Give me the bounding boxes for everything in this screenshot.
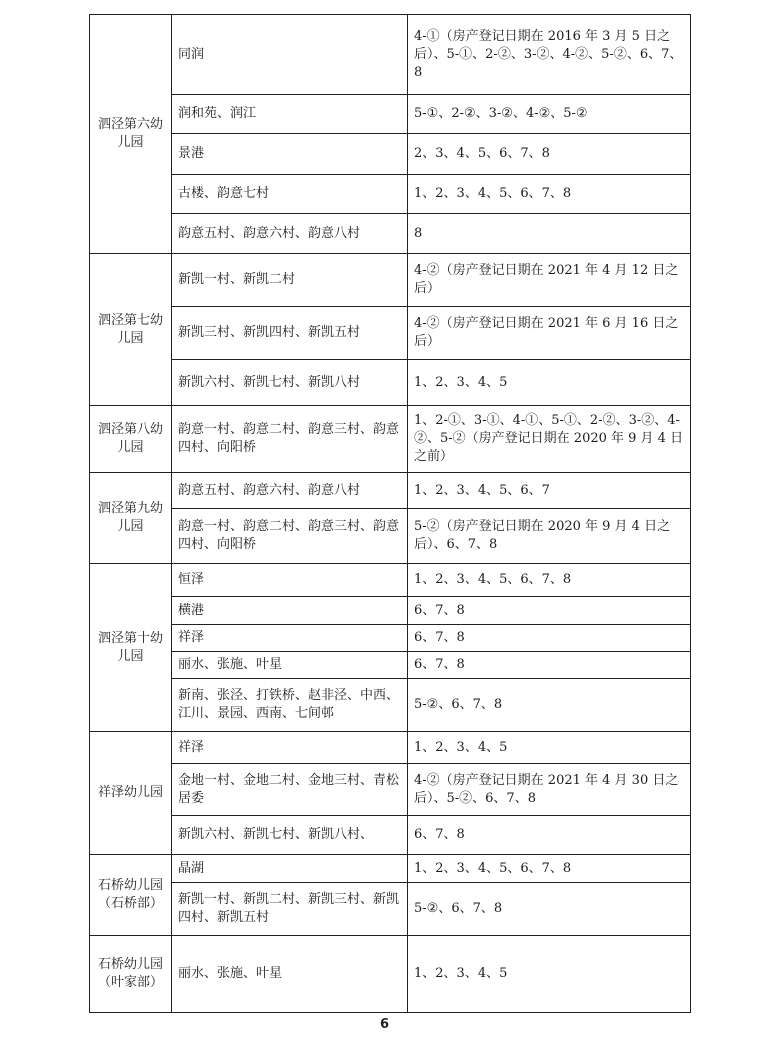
school-codes-cell: 1、2、3、4、5、6、7 — [408, 473, 691, 509]
school-codes-cell: 1、2、3、4、5、6、7、8 — [408, 564, 691, 597]
school-codes-cell: 8 — [408, 214, 691, 254]
table-row — [90, 175, 691, 214]
community-cell: 新凯一村、新凯二村、新凯三村、新凯四村、新凯五村 — [172, 883, 408, 936]
school-codes-cell: 5-②、6、7、8 — [408, 883, 691, 936]
enrollment-zone-table — [89, 14, 691, 1013]
school-codes-cell: 4-①（房产登记日期在 2016 年 3 月 5 日之后）、5-①、2-②、3-②、4-②、5-②、6、7、8 — [408, 15, 691, 95]
table-row — [90, 95, 691, 134]
school-codes-cell: 6、7、8 — [408, 597, 691, 625]
community-cell: 恒泽 — [172, 564, 408, 597]
community-cell: 景港 — [172, 134, 408, 175]
table-row — [90, 473, 691, 509]
school-codes-cell: 1、2、3、4、5、6、7、8 — [408, 175, 691, 214]
community-cell: 丽水、张施、叶星 — [172, 936, 408, 1013]
page-number: 6 — [379, 1017, 390, 1032]
table-row — [90, 254, 691, 307]
kindergarten-cell: 泗泾第九幼儿园 — [90, 473, 172, 564]
community-cell: 韵意五村、韵意六村、韵意八村 — [172, 214, 408, 254]
school-codes-cell: 5-①、2-②、3-②、4-②、5-② — [408, 95, 691, 134]
community-cell: 横港 — [172, 597, 408, 625]
table-row — [90, 625, 691, 652]
community-cell: 祥泽 — [172, 625, 408, 652]
community-cell: 新凯三村、新凯四村、新凯五村 — [172, 307, 408, 360]
school-codes-cell: 5-②（房产登记日期在 2020 年 9 月 4 日之后）、6、7、8 — [408, 509, 691, 564]
community-cell: 韵意一村、韵意二村、韵意三村、韵意四村、向阳桥 — [172, 406, 408, 473]
table-row — [90, 509, 691, 564]
table-row — [90, 597, 691, 625]
kindergarten-cell: 泗泾第六幼儿园 — [90, 15, 172, 254]
community-cell: 晶湖 — [172, 855, 408, 883]
school-codes-cell: 4-②（房产登记日期在 2021 年 4 月 30 日之后）、5-②、6、7、8 — [408, 764, 691, 816]
school-codes-cell: 1、2、3、4、5 — [408, 732, 691, 764]
school-codes-cell: 6、7、8 — [408, 652, 691, 679]
community-cell: 韵意五村、韵意六村、韵意八村 — [172, 473, 408, 509]
kindergarten-cell: 泗泾第八幼儿园 — [90, 406, 172, 473]
community-cell: 新南、张泾、打铁桥、赵非泾、中西、江川、景园、西南、七间邨 — [172, 679, 408, 732]
community-cell: 韵意一村、韵意二村、韵意三村、韵意四村、向阳桥 — [172, 509, 408, 564]
school-codes-cell: 1、2-①、3-①、4-①、5-①、2-②、3-②、4-②、5-②（房产登记日期在 2020 年 9 月 4 日之前） — [408, 406, 691, 473]
community-cell: 新凯六村、新凯七村、新凯八村、 — [172, 816, 408, 855]
table-row — [90, 406, 691, 473]
school-codes-cell: 1、2、3、4、5 — [408, 936, 691, 1013]
table-row — [90, 883, 691, 936]
community-cell: 古楼、韵意七村 — [172, 175, 408, 214]
community-cell: 祥泽 — [172, 732, 408, 764]
school-codes-cell: 1、2、3、4、5 — [408, 360, 691, 406]
kindergarten-cell: 泗泾第七幼儿园 — [90, 254, 172, 406]
table-row — [90, 360, 691, 406]
table-row — [90, 936, 691, 1013]
community-cell: 同润 — [172, 15, 408, 95]
school-codes-cell: 4-②（房产登记日期在 2021 年 4 月 12 日之后） — [408, 254, 691, 307]
community-cell: 新凯六村、新凯七村、新凯八村 — [172, 360, 408, 406]
table-row — [90, 564, 691, 597]
kindergarten-cell: 泗泾第十幼儿园 — [90, 564, 172, 732]
table-row — [90, 134, 691, 175]
school-codes-cell: 4-②（房产登记日期在 2021 年 6 月 16 日之后） — [408, 307, 691, 360]
table-row — [90, 816, 691, 855]
zone-table-body — [90, 15, 691, 1013]
table-row — [90, 652, 691, 679]
kindergarten-cell: 石桥幼儿园（叶家部） — [90, 936, 172, 1013]
table-row — [90, 679, 691, 732]
kindergarten-cell: 祥泽幼儿园 — [90, 732, 172, 855]
community-cell: 新凯一村、新凯二村 — [172, 254, 408, 307]
school-codes-cell: 1、2、3、4、5、6、7、8 — [408, 855, 691, 883]
table-row — [90, 307, 691, 360]
table-row — [90, 214, 691, 254]
table-row — [90, 855, 691, 883]
table-row — [90, 732, 691, 764]
table-row — [90, 764, 691, 816]
community-cell: 润和苑、润江 — [172, 95, 408, 134]
community-cell: 金地一村、金地二村、金地三村、青松居委 — [172, 764, 408, 816]
table-row — [90, 15, 691, 95]
school-codes-cell: 6、7、8 — [408, 816, 691, 855]
community-cell: 丽水、张施、叶星 — [172, 652, 408, 679]
school-codes-cell: 2、3、4、5、6、7、8 — [408, 134, 691, 175]
kindergarten-cell: 石桥幼儿园（石桥部） — [90, 855, 172, 936]
school-codes-cell: 5-②、6、7、8 — [408, 679, 691, 732]
school-codes-cell: 6、7、8 — [408, 625, 691, 652]
